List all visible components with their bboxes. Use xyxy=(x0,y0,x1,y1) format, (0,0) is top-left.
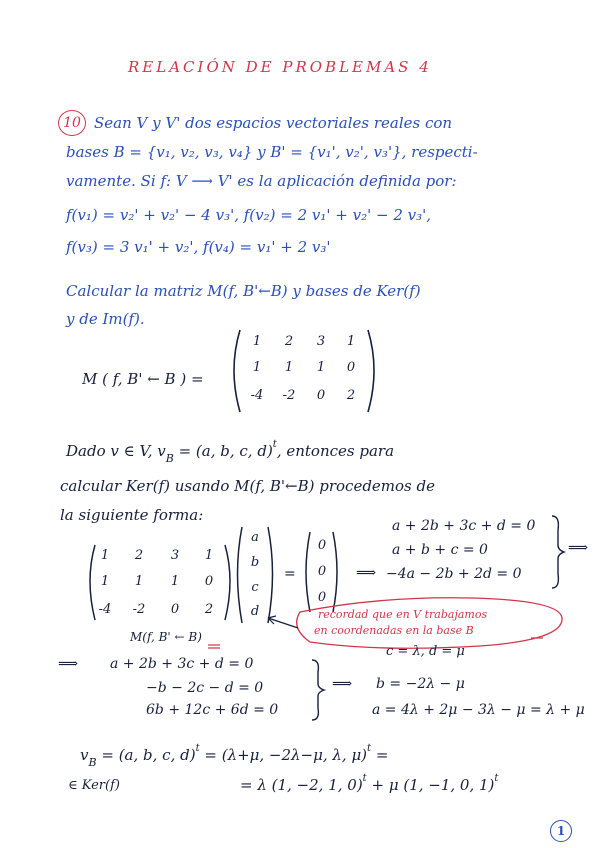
matrix-cell: 0 xyxy=(316,388,326,403)
equals-sign: = xyxy=(284,566,296,582)
reduced-equation-1: a + 2b + 3c + d = 0 xyxy=(110,656,254,672)
system-matrix-label: M(f, B' ← B) xyxy=(130,630,202,644)
matrix-cell: 3 xyxy=(316,334,326,349)
matrix-cell: 1 xyxy=(284,360,294,375)
superscript: t xyxy=(272,439,277,450)
matrix-cell: 1 xyxy=(252,360,262,375)
matrix-cell: -4 xyxy=(250,388,264,403)
vector-cell: 0 xyxy=(317,590,327,605)
vector-cell: 0 xyxy=(317,564,327,579)
reduced-equation-3: 6b + 12c + 6d = 0 xyxy=(146,702,279,718)
reduced-equation-2: −b − 2c − d = 0 xyxy=(146,680,264,696)
matrix-cell: 1 xyxy=(316,360,326,375)
statement-line-6: Calcular la matriz M(f, B'←B) y bases de Ker(f) xyxy=(66,282,421,300)
equation-1: a + 2b + 3c + d = 0 xyxy=(392,518,536,534)
matrix-cell: 1 xyxy=(170,574,180,589)
matrix-cell: 2 xyxy=(204,602,214,617)
vector-cell: c xyxy=(251,580,259,595)
superscript: t xyxy=(362,773,367,784)
matrix-cell: 0 xyxy=(204,574,214,589)
matrix-cell: 1 xyxy=(346,334,356,349)
final-param-vector: = (λ+μ, −2λ−μ, λ, μ) xyxy=(204,746,368,764)
statement-line-4: f(v₁) = v₂' + v₂' − 4 v₃', f(v₂) = 2 v₁' + v₂' − 2 v₃', xyxy=(66,206,432,224)
matrix-cell: 2 xyxy=(284,334,294,349)
superscript: t xyxy=(494,773,499,784)
given-vector: = (a, b, c, d) xyxy=(178,442,273,460)
statement-line-7: y de Im(f). xyxy=(66,310,145,328)
matrix-cell: 1 xyxy=(252,334,262,349)
final-vector: = (a, b, c, d) xyxy=(101,746,196,764)
given-text: Dado v ∈ V, v xyxy=(66,442,166,460)
implies-arrow-4: ⟹ xyxy=(332,676,353,692)
final-equals: = xyxy=(375,746,389,764)
given-line-3: la siguiente forma: xyxy=(60,506,204,524)
matrix-cell: 1 xyxy=(100,548,110,563)
given-text-end: , entonces para xyxy=(276,442,395,460)
page-number-text: 1 xyxy=(556,824,566,838)
matrix-cell: 0 xyxy=(170,602,180,617)
statement-line-5: f(v₃) = 3 v₁' + v₂', f(v₄) = v₁' + 2 v₃' xyxy=(66,238,331,256)
vector-cell: a xyxy=(251,530,259,545)
note-line-2: en coordenadas en la base B xyxy=(314,624,474,637)
statement-line-2: bases B = {v₁, v₂, v₃, v₄} y B' = {v₁', v₂', v₃'}, respecti- xyxy=(66,143,478,161)
final-line-1 xyxy=(80,743,389,769)
solution-b: b = −2λ − μ xyxy=(376,676,465,692)
implies-arrow-1: ⟹ xyxy=(356,565,377,581)
subscript: B xyxy=(165,452,174,465)
superscript: t xyxy=(367,743,372,754)
implies-arrow-2: ⟹ xyxy=(568,540,589,556)
solution-a: a = 4λ + 2μ − 3λ − μ = λ + μ xyxy=(372,702,585,718)
page-number xyxy=(550,820,572,842)
subscript: B xyxy=(88,756,97,769)
equation-3: −4a − 2b + 2d = 0 xyxy=(386,566,522,582)
matrix-cell: 2 xyxy=(134,548,144,563)
superscript: t xyxy=(195,743,200,754)
final-line-2 xyxy=(240,773,499,794)
matrix-label: M ( f, B' ← B ) = xyxy=(82,370,204,388)
kernel-label: ∈ Ker(f) xyxy=(68,778,120,793)
vector-cell: 0 xyxy=(317,538,327,553)
matrix-cell: 1 xyxy=(100,574,110,589)
kernel-basis-1: = λ (1, −2, 1, 0) xyxy=(240,776,363,794)
page-title: RELACIÓN DE PROBLEMAS 4 xyxy=(128,58,432,76)
matrix-cell: 0 xyxy=(346,360,356,375)
implies-arrow-3: ⟹ xyxy=(58,656,79,672)
matrix-cell: -2 xyxy=(282,388,296,403)
matrix-cell: 3 xyxy=(170,548,180,563)
equation-2: a + b + c = 0 xyxy=(392,542,488,558)
final-lhs: v xyxy=(80,746,89,764)
matrix-cell: 2 xyxy=(346,388,356,403)
vector-cell: b xyxy=(250,555,260,570)
problem-number-text: 10 xyxy=(63,115,81,131)
matrix-cell: -4 xyxy=(98,602,112,617)
kernel-basis-2: + μ (1, −1, 0, 1) xyxy=(371,776,495,794)
given-line-2: calcular Ker(f) usando M(f, B'←B) procedemos de xyxy=(60,477,435,495)
statement-line-1: Sean V y V' dos espacios vectoriales reales con xyxy=(94,114,453,132)
vector-cell: d xyxy=(250,604,260,619)
matrix-cell: 1 xyxy=(204,548,214,563)
parameters: c = λ, d = μ xyxy=(386,644,465,659)
matrix-cell: -2 xyxy=(132,602,146,617)
statement-line-3: vamente. Si f: V ⟶ V' es la aplicación definida por: xyxy=(66,172,457,190)
matrix-cell: 1 xyxy=(134,574,144,589)
note-line-1: recordad que en V trabajamos xyxy=(318,608,488,621)
